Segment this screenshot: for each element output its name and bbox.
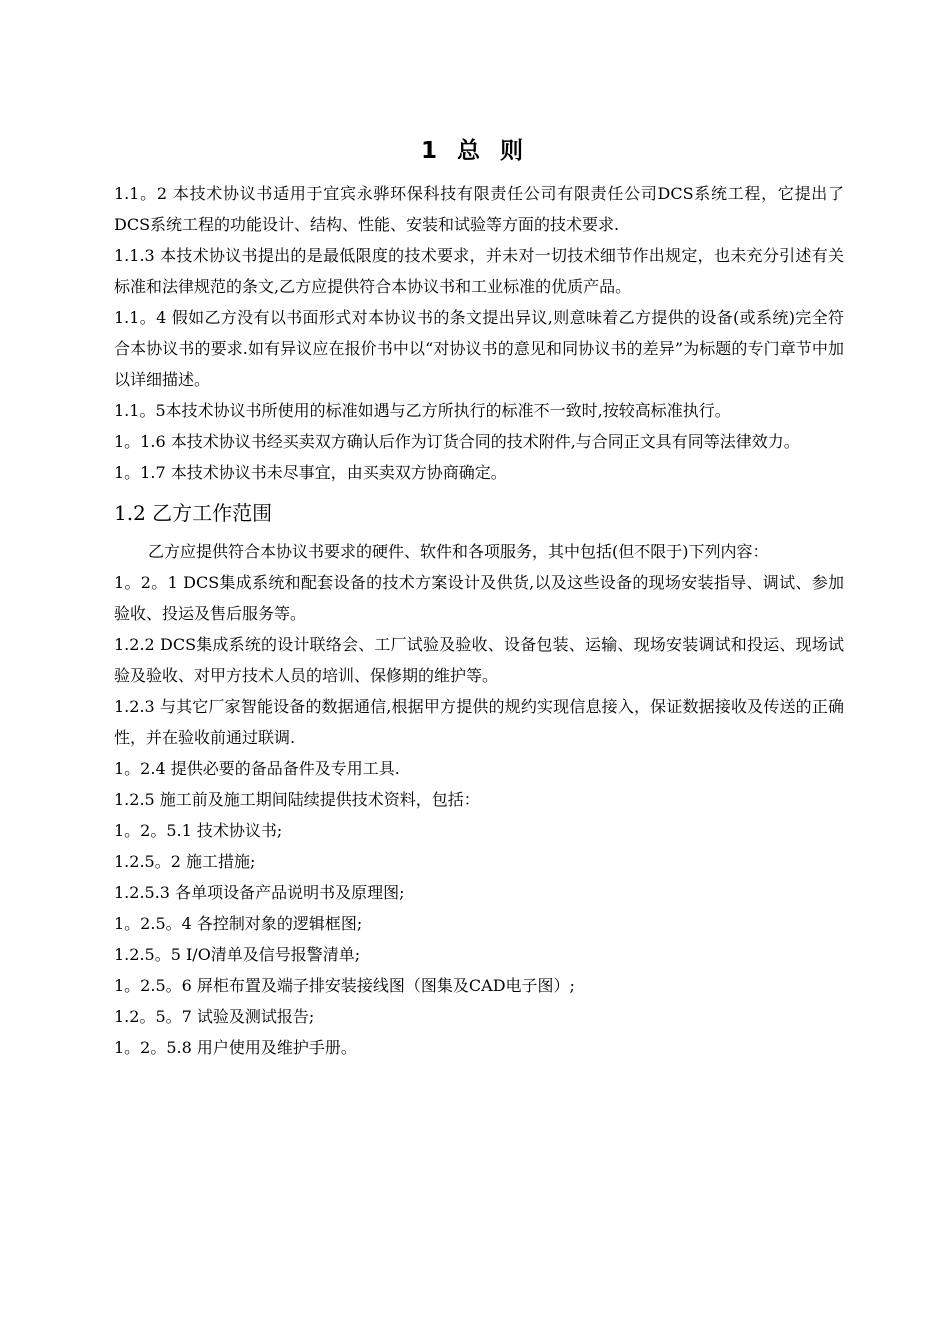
- clause-1-2-5-4: 1。2.5。4 各控制对象的逻辑框图;: [114, 914, 363, 933]
- clause-1-1-2: 1.1。2 本技术协议书适用于宜宾永骅环保科技有限责任公司有限责任公司DCS系统工程，它提出了DCS系统工程的功能设计、结构、性能、安装和试验等方面的技术要求.: [114, 184, 844, 234]
- clause-1-2-5-3: 1.2.5.3 各单项设备产品说明书及原理图;: [114, 883, 405, 902]
- clause-1-1-6: 1。1.6 本技术协议书经买卖双方确认后作为订货合同的技术附件,与合同正文具有同等法律效力。: [114, 432, 800, 451]
- document-body: [114, 178, 844, 1063]
- page-title: 1 总 则: [420, 138, 530, 164]
- clause-1-2-5-8: 1。2。5.8 用户使用及维护手册。: [114, 1038, 357, 1057]
- section-intro: 乙方应提供符合本协议书要求的硬件、软件和各项服务，其中包括(但不限于)下列内容：: [148, 542, 769, 561]
- clause-1-1-4: 1.1。4 假如乙方没有以书面形式对本协议书的条文提出异议,则意味着乙方提供的设备(或系统)完全符合本协议书的要求.如有异议应在报价书中以“对协议书的意见和同协议书的差异”为标题的专门章节中加以详细描述。: [114, 308, 844, 389]
- clause-1-2-5: 1.2.5 施工前及施工期间陆续提供技术资料，包括：: [114, 790, 480, 809]
- clause-1-1-7: 1。1.7 本技术协议书未尽事宜，由买卖双方协商确定。: [114, 463, 507, 482]
- clause-1-2-4: 1。2.4 提供必要的备品备件及专用工具.: [114, 759, 400, 778]
- clause-1-2-5-5: 1.2.5。5 I/O清单及信号报警清单;: [114, 945, 361, 964]
- section-heading-1-2: 1.2 乙方工作范围: [114, 501, 273, 525]
- clause-1-2-1: 1。2。1 DCS集成系统和配套设备的技术方案设计及供货,以及这些设备的现场安装指导、调试、参加验收、投运及售后服务等。: [114, 573, 844, 623]
- clause-1-1-3: 1.1.3 本技术协议书提出的是最低限度的技术要求，并未对一切技术细节作出规定，也未充分引述有关标准和法律规范的条文,乙方应提供符合本协议书和工业标准的优质产品。: [114, 246, 844, 296]
- clause-1-2-3: 1.2.3 与其它厂家智能设备的数据通信,根据甲方提供的规约实现信息接入，保证数据接收及传送的正确性，并在验收前通过联调.: [114, 697, 844, 747]
- clause-1-2-5-7: 1.2。5。7 试验及测试报告;: [114, 1007, 315, 1026]
- clause-1-2-5-6: 1。2.5。6 屏柜布置及端子排安装接线图（图集及CAD电子图）;: [114, 976, 575, 995]
- clause-1-2-5-1: 1。2。5.1 技术协议书;: [114, 821, 283, 840]
- clause-1-2-5-2: 1.2.5。2 施工措施;: [114, 852, 256, 871]
- clause-1-2-2: 1.2.2 DCS集成系统的设计联络会、工厂试验及验收、设备包装、运输、现场安装调试和投运、现场试验及验收、对甲方技术人员的培训、保修期的维护等。: [114, 635, 844, 685]
- clause-1-1-5: 1.1。5本技术协议书所使用的标准如遇与乙方所执行的标准不一致时,按较高标准执行。: [114, 401, 731, 420]
